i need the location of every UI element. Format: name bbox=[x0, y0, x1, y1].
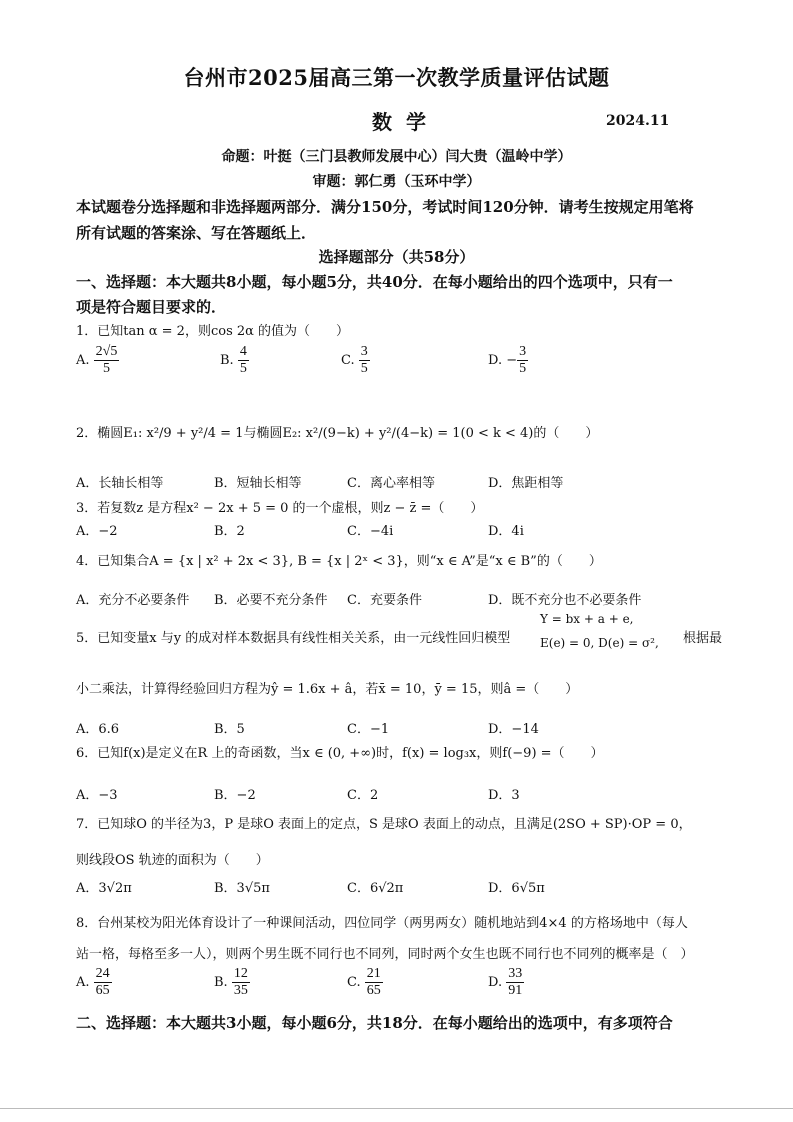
question-7-option-d: D．6√5π bbox=[488, 881, 545, 896]
denominator: 5 bbox=[519, 361, 527, 377]
fraction bbox=[94, 344, 120, 377]
part-title: 选择题部分（共58分） bbox=[318, 248, 475, 266]
question-6-option-b: B．−2 bbox=[214, 788, 256, 803]
question-2-option-a: A．长轴长相等 bbox=[76, 476, 164, 491]
question-2-stem: 2．椭圆E₁: x²/9 + y²/4 = 1与椭圆E₂: x²/(9−k) + y²/(4−k) = 1(0 < k < 4)的（ ） bbox=[76, 426, 599, 441]
denominator: 35 bbox=[233, 983, 248, 999]
question-4-option-a: A．充分不必要条件 bbox=[76, 593, 190, 608]
option-label: A. bbox=[76, 353, 90, 369]
numerator: 21 bbox=[365, 966, 383, 983]
exam-date: 2024.11 bbox=[606, 113, 670, 129]
numerator: 4 bbox=[238, 344, 249, 361]
question-6-option-d: D．3 bbox=[488, 788, 520, 803]
denominator: 65 bbox=[95, 983, 110, 999]
question-2-option-d: D．焦距相等 bbox=[488, 476, 564, 491]
question-2-option-b: B．短轴长相等 bbox=[214, 476, 302, 491]
question-8-option-a bbox=[76, 966, 112, 999]
question-1-stem: 1．已知tan α = 2，则cos 2α 的值为（ ） bbox=[76, 324, 350, 339]
question-5-stem-line-1-end: 根据最 bbox=[683, 631, 723, 646]
option-label: B. bbox=[214, 975, 228, 991]
question-5-option-b: B．5 bbox=[214, 722, 245, 737]
fraction bbox=[517, 344, 528, 377]
question-4-option-c: C．充要条件 bbox=[347, 593, 422, 608]
regression-model-line-1: Y = bx + a + e, bbox=[540, 612, 634, 626]
question-7-option-a: A．3√2π bbox=[76, 881, 132, 896]
question-1-option-b bbox=[220, 344, 249, 377]
numerator: 33 bbox=[506, 966, 524, 983]
regression-model-line-2: E(e) = 0, D(e) = σ², bbox=[540, 636, 659, 650]
instructions-line-1: 本试题卷分选择题和非选择题两部分．满分150分，考试时间120分钟．请考生按规定用笔将 bbox=[76, 198, 694, 216]
question-8-stem-line-1: 8．台州某校为阳光体育设计了一种课间活动，四位同学（两男两女）随机地站到4×4 的方格场地中（每人 bbox=[76, 916, 688, 931]
denominator: 91 bbox=[508, 983, 523, 999]
numerator: 24 bbox=[94, 966, 112, 983]
question-5-stem-line-1: 5．已知变量x 与y 的成对样本数据具有线性相关关系，由一元线性回归模型 bbox=[76, 631, 511, 646]
denominator: 5 bbox=[239, 361, 247, 377]
numerator: 3 bbox=[359, 344, 370, 361]
section-1-heading-line-1: 一、选择题：本大题共8小题，每小题5分，共40分．在每小题给出的四个选项中，只有一 bbox=[76, 273, 673, 291]
fraction bbox=[359, 344, 370, 377]
option-label: D. bbox=[488, 353, 503, 369]
authors-line: 命题：叶挺（三门县教师发展中心）闫大贵（温岭中学） bbox=[221, 149, 572, 165]
denominator: 65 bbox=[366, 983, 381, 999]
question-1-option-a bbox=[76, 344, 119, 377]
section-2-heading-line-1: 二、选择题：本大题共3小题，每小题6分，共18分．在每小题给出的选项中，有多项符合 bbox=[76, 1014, 673, 1032]
question-3-option-c: C．−4i bbox=[347, 524, 394, 539]
option-label: D. bbox=[488, 975, 503, 991]
fraction bbox=[232, 966, 250, 999]
question-2-option-c: C．离心率相等 bbox=[347, 476, 435, 491]
exam-title: 台州市2025届高三第一次教学质量评估试题 bbox=[183, 65, 610, 90]
page-bottom-divider bbox=[0, 1108, 793, 1109]
question-3-option-b: B．2 bbox=[214, 524, 245, 539]
question-5-option-a: A．6.6 bbox=[76, 722, 120, 737]
option-label: C. bbox=[341, 353, 355, 369]
question-8-option-b bbox=[214, 966, 250, 999]
fraction bbox=[365, 966, 383, 999]
denominator: 5 bbox=[103, 361, 111, 377]
fraction bbox=[238, 344, 249, 377]
fraction bbox=[506, 966, 524, 999]
question-8-option-d bbox=[488, 966, 524, 999]
subject-heading: 数学 bbox=[372, 110, 440, 134]
question-4-stem: 4．已知集合A = {x | x² + 2x < 3}, B = {x | 2ˣ < 3}，则“x ∈ A”是“x ∈ B”的（ ） bbox=[76, 554, 602, 569]
option-label: A. bbox=[76, 975, 90, 991]
question-6-option-a: A．−3 bbox=[76, 788, 118, 803]
question-4-option-d: D．既不充分也不必要条件 bbox=[488, 593, 642, 608]
question-8-option-c bbox=[347, 966, 383, 999]
question-7-stem-line-1: 7．已知球O 的半径为3，P 是球O 表面上的定点，S 是球O 表面上的动点，且满足(2SO + SP)·OP = 0， bbox=[76, 817, 692, 832]
question-8-stem-line-2: 站一格，每格至多一人），则两个男生既不同行也不同列，同时两个女生也既不同行也不同列的概率是（ ） bbox=[76, 947, 694, 962]
question-3-option-a: A．−2 bbox=[76, 524, 118, 539]
option-label: C. bbox=[347, 975, 361, 991]
minus-sign: − bbox=[506, 353, 518, 369]
question-1-option-d bbox=[488, 344, 528, 377]
question-6-option-c: C．2 bbox=[347, 788, 379, 803]
reviewer-line: 审题：郭仁勇（玉环中学） bbox=[312, 174, 481, 190]
question-5-stem-line-2: 小二乘法，计算得经验回归方程为ŷ = 1.6x + â，若x̄ = 10，ȳ = 15，则â =（ ） bbox=[76, 682, 579, 697]
question-3-stem: 3．若复数z 是方程x² − 2x + 5 = 0 的一个虚根，则z − z̄ =（ ） bbox=[76, 501, 484, 516]
numerator: 3 bbox=[517, 344, 528, 361]
question-7-option-c: C．6√2π bbox=[347, 881, 404, 896]
option-label: B. bbox=[220, 353, 234, 369]
question-3-option-d: D．4i bbox=[488, 524, 524, 539]
denominator: 5 bbox=[360, 361, 368, 377]
question-7-stem-line-2: 则线段OS 轨迹的面积为（ ） bbox=[76, 853, 269, 868]
numerator: 2√5 bbox=[94, 344, 120, 361]
question-4-option-b: B．必要不充分条件 bbox=[214, 593, 328, 608]
instructions-line-2: 所有试题的答案涂、写在答题纸上． bbox=[76, 224, 317, 242]
question-6-stem: 6．已知f(x)是定义在R 上的奇函数，当x ∈ (0, +∞)时，f(x) = log₃x，则f(−9) =（ ） bbox=[76, 746, 604, 761]
fraction bbox=[94, 966, 112, 999]
question-5-option-d: D．−14 bbox=[488, 722, 539, 737]
question-5-option-c: C．−1 bbox=[347, 722, 390, 737]
question-1-option-c bbox=[341, 344, 370, 377]
section-1-heading-line-2: 项是符合题目要求的． bbox=[76, 298, 227, 316]
question-7-option-b: B．3√5π bbox=[214, 881, 270, 896]
numerator: 12 bbox=[232, 966, 250, 983]
